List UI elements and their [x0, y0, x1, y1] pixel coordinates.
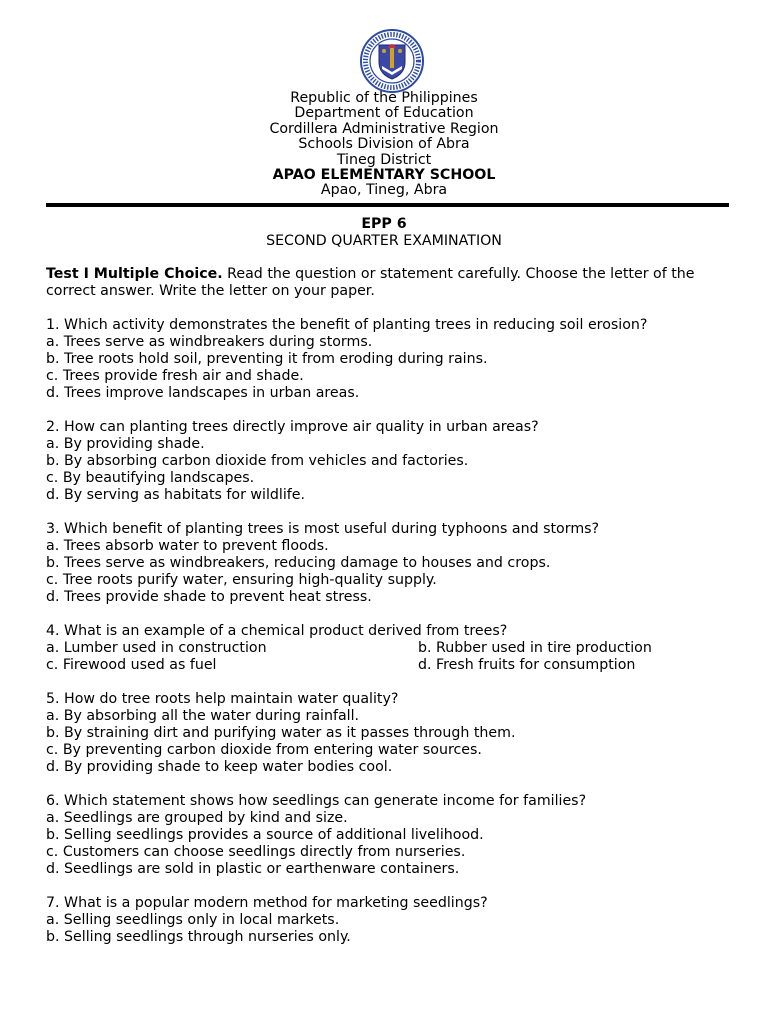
question-text: 7. What is a popular modern method for marketing seedlings? — [46, 895, 488, 911]
question-item — [46, 623, 736, 674]
choice: b. Selling seedlings through nurseries only. — [46, 929, 351, 945]
choice: b. By straining dirt and purifying water as it passes through them. — [46, 725, 516, 741]
question-text: 2. How can planting trees directly improve air quality in urban areas? — [46, 419, 539, 435]
school-name: APAO ELEMENTARY SCHOOL — [272, 167, 496, 184]
choice-row — [46, 640, 736, 657]
choice: a. By providing shade. — [46, 436, 205, 452]
question-item — [46, 317, 736, 402]
instructions-text: Read the question or statement carefully. Choose the letter of the correct answer. Write the letter on your paper. — [46, 266, 695, 299]
header-line: Tineg District — [336, 151, 432, 168]
choice: a. Seedlings are grouped by kind and size. — [46, 810, 348, 826]
header-line: Schools Division of Abra — [298, 136, 470, 153]
deped-seal-logo — [354, 28, 430, 94]
choice: b. Rubber used in tire production — [418, 640, 652, 656]
question-text: 6. Which statement shows how seedlings can generate income for families? — [46, 793, 587, 809]
choice: b. By absorbing carbon dioxide from vehicles and factories. — [46, 453, 469, 469]
question-text: 4. What is an example of a chemical product derived from trees? — [46, 623, 508, 639]
question-text: 3. Which benefit of planting trees is most useful during typhoons and storms? — [46, 521, 600, 537]
choice: d. Fresh fruits for consumption — [418, 657, 636, 673]
question-item — [46, 691, 736, 776]
header-line: Cordillera Administrative Region — [269, 120, 499, 137]
choice: a. Trees absorb water to prevent floods. — [46, 538, 329, 554]
choice: c. Tree roots purify water, ensuring high-quality supply. — [46, 572, 437, 588]
choice: d. Trees provide shade to prevent heat stress. — [46, 589, 372, 605]
choice: d. Seedlings are sold in plastic or earthenware containers. — [46, 861, 460, 877]
question-text: 1. Which activity demonstrates the benefit of planting trees in reducing soil erosion? — [46, 317, 648, 333]
choice-row — [46, 657, 736, 674]
letterhead — [0, 91, 768, 199]
choice: a. Selling seedlings only in local markets. — [46, 912, 340, 928]
choice: a. By absorbing all the water during rainfall. — [46, 708, 360, 724]
exam-title-block — [0, 216, 768, 250]
exam-subject: EPP 6 — [361, 216, 407, 232]
question-item — [46, 895, 736, 946]
question-item — [46, 793, 736, 878]
question-text: 5. How do tree roots help maintain water quality? — [46, 691, 399, 707]
choice: a. Lumber used in construction — [46, 640, 267, 656]
school-address: Apao, Tineg, Abra — [320, 182, 448, 199]
question-item — [46, 521, 736, 606]
choice: c. Customers can choose seedlings directly from nurseries. — [46, 844, 466, 860]
choice: d. Trees improve landscapes in urban areas. — [46, 385, 360, 401]
choice: c. Firewood used as fuel — [46, 657, 217, 673]
choice: b. Trees serve as windbreakers, reducing damage to houses and crops. — [46, 555, 551, 571]
header-line: Republic of the Philippines — [290, 90, 478, 106]
choice: b. Selling seedlings provides a source of additional livelihood. — [46, 827, 484, 843]
choice: c. Trees provide fresh air and shade. — [46, 368, 304, 384]
choice: c. By preventing carbon dioxide from entering water sources. — [46, 742, 482, 758]
exam-body — [46, 266, 736, 946]
choice: a. Trees serve as windbreakers during storms. — [46, 334, 373, 350]
instructions-label: Test I Multiple Choice. — [46, 266, 223, 282]
exam-title: SECOND QUARTER EXAMINATION — [266, 233, 502, 249]
choice: b. Tree roots hold soil, preventing it from eroding during rains. — [46, 351, 488, 367]
instructions — [46, 266, 736, 300]
question-item — [46, 419, 736, 504]
choice: d. By providing shade to keep water bodies cool. — [46, 759, 393, 775]
choice: c. By beautifying landscapes. — [46, 470, 255, 486]
header-line: Department of Education — [294, 105, 474, 122]
choice: d. By serving as habitats for wildlife. — [46, 487, 306, 503]
header-divider — [46, 203, 729, 207]
